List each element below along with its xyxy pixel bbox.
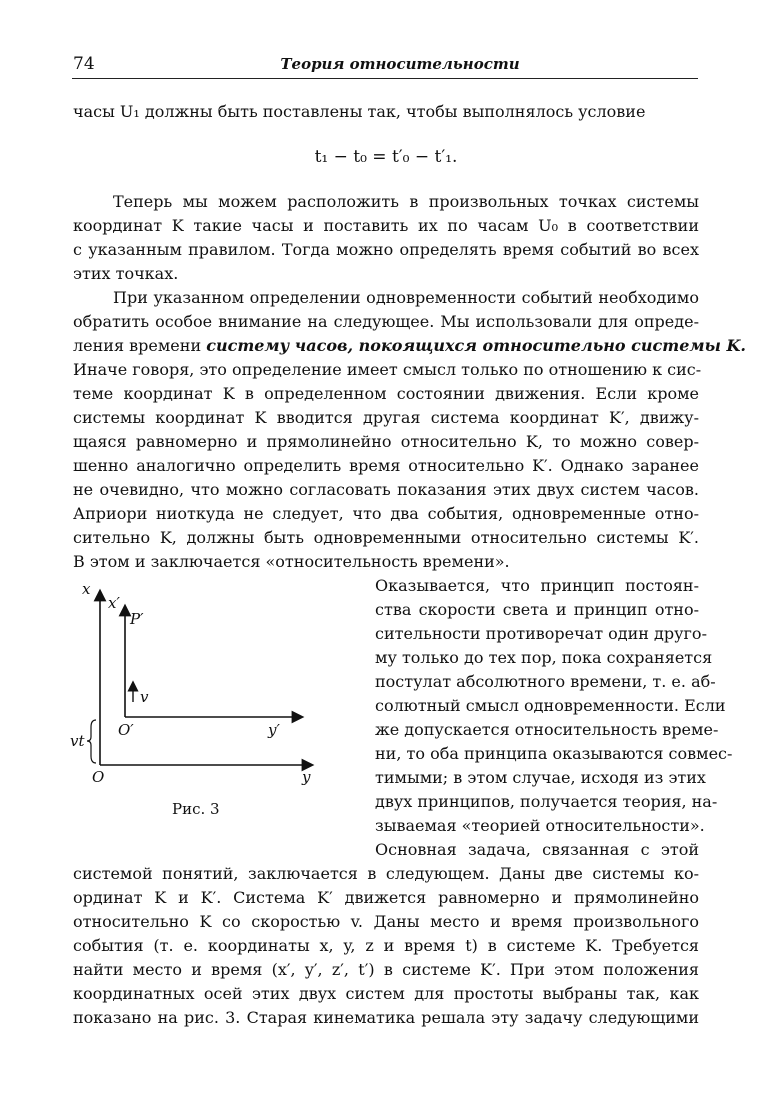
para2-line: системы координат K вводится другая система координат K′, движу-: [73, 408, 699, 427]
para2-line: сительно K, должны быть одновременными относительно системы K′.: [73, 528, 699, 547]
para2-line: обратить особое внимание на следующее. Мы использовали для опреде-: [73, 312, 699, 331]
para1-line: координат K такие часы и поставить их по часам U₀ в соответствии: [73, 216, 699, 235]
label-o: O: [92, 768, 105, 786]
para2-line: шенно аналогично определить время относительно K′. Однако заранее: [73, 456, 699, 475]
para2-line: При указанном определении одновременности событий необходимо: [113, 288, 699, 307]
para3-line: сительности противоречат один друго-: [375, 624, 707, 643]
header-rule: [72, 78, 698, 79]
para3-line: постулат абсолютного времени, т. е. аб-: [375, 672, 716, 691]
para3-text: Оказывается, что принцип постоян-: [375, 576, 699, 595]
para4-line: координатных осей этих двух систем для простоты выбраны так, как: [73, 984, 699, 1003]
emphasis: систему часов, покоящихся относительно системы K.: [206, 336, 746, 355]
label-vt: vt: [70, 732, 85, 750]
para2-line-start: ления времени: [73, 336, 202, 355]
para3-line: [375, 574, 699, 598]
para4-line: найти место и время (x′, y′, z′, t′) в системе K′. При этом положения: [73, 960, 699, 979]
label-v: v: [140, 688, 149, 706]
para4-line: Основная задача, связанная с этой: [375, 840, 699, 859]
label-y: y: [302, 768, 311, 786]
para3-line: зываемая «теорией относительности».: [375, 816, 705, 835]
label-p-prime: P′: [130, 610, 144, 628]
para1-line: этих точках.: [73, 264, 179, 283]
para1-line: с указанным правилом. Тогда можно определять время событий во всех: [73, 240, 699, 259]
para3-line: двух принципов, получается теория, на-: [375, 792, 718, 811]
para4-line: показано на рис. 3. Старая кинематика решала эту задачу следующими: [73, 1008, 699, 1027]
label-y-prime: y′: [268, 721, 280, 739]
para3-line: му только до тех пор, пока сохраняется: [375, 648, 713, 667]
para3-line: солютный смысл одновременности. Если: [375, 696, 726, 715]
para4-line: события (т. е. координаты x, y, z и время t) в системе K. Требуется: [73, 936, 699, 955]
figure-caption: Рис. 3: [172, 800, 220, 818]
vt-brace: [87, 720, 96, 763]
para2-line: Априори ниоткуда не следует, что два события, одновременные отно-: [73, 504, 699, 523]
para4-line: ординат K и K′. Система K′ движется равномерно и прямолинейно: [73, 888, 699, 907]
para2-line: В этом и заключается «относительность времени».: [73, 552, 510, 571]
para2-line: не очевидно, что можно согласовать показания этих двух систем часов.: [73, 480, 699, 499]
page-number: 74: [73, 54, 95, 74]
para4-line: относительно K со скоростью v. Даны место и время произвольного: [73, 912, 699, 931]
para3-line: тимыми; в этом случае, исходя из этих: [375, 768, 706, 787]
para3-line: ни, то оба принципа оказываются совмес-: [375, 744, 733, 763]
para2-line: щаяся равномерно и прямолинейно относительно K, то можно совер-: [73, 432, 699, 451]
para1-line: Теперь мы можем расположить в произвольных точках системы: [113, 192, 699, 211]
para2-line: теме координат K в определенном состоянии движения. Если кроме: [73, 384, 699, 403]
label-x: x: [82, 580, 91, 598]
running-title: Теория относительности: [280, 55, 520, 73]
equation: t₁ − t₀ = t′₀ − t′₁.: [314, 147, 458, 167]
figure-3: [68, 570, 328, 790]
para4-line: системой понятий, заключается в следующем. Даны две системы ко-: [73, 864, 699, 883]
para3-line: ства скорости света и принцип отно-: [375, 600, 699, 619]
para2-line: [73, 334, 746, 358]
label-o-prime: O′: [118, 721, 134, 739]
para2-line: Иначе говоря, это определение имеет смысл только по отношению к сис-: [73, 360, 702, 379]
label-x-prime: x′: [108, 594, 120, 612]
para3-line: же допускается относительность време-: [375, 720, 719, 739]
intro-line: часы U₁ должны быть поставлены так, чтобы выполнялось условие: [73, 102, 646, 121]
